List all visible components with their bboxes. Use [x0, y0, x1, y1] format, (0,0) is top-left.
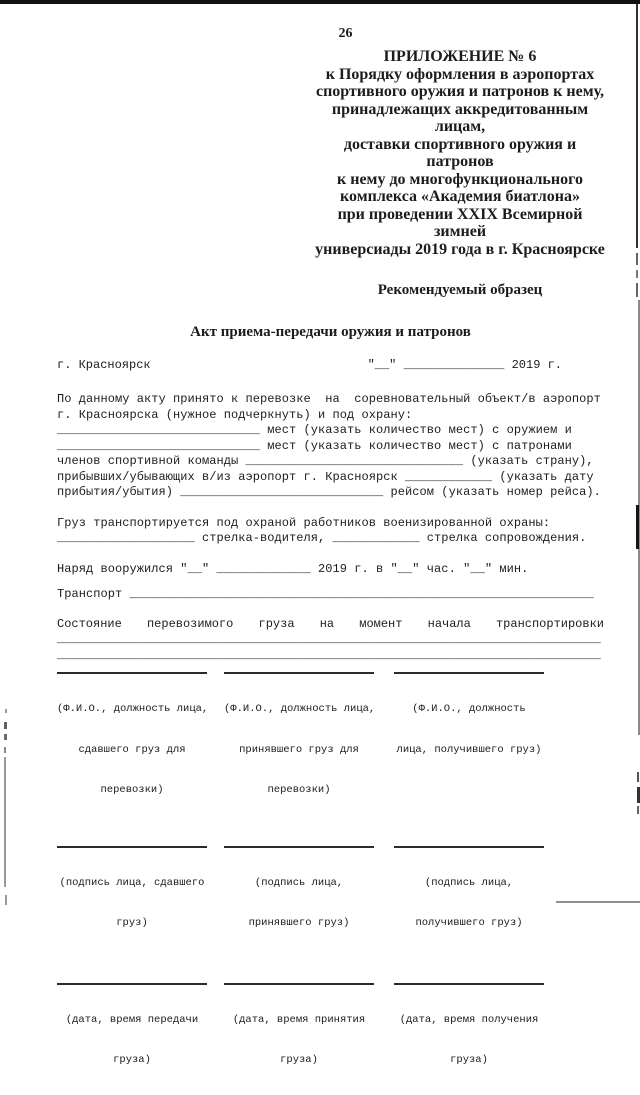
- table-cell-signature-accepter: [224, 846, 374, 958]
- signature-row-dates: [57, 983, 604, 1095]
- appendix-line: комплекса «Академия биатлона»: [340, 188, 580, 205]
- cell-caption-line: груза): [280, 1054, 318, 1066]
- table-cell-date-receipt: [394, 983, 544, 1095]
- fill-in-line: членов спортивной команды ______________________________ (указать страну),: [57, 454, 594, 468]
- date-blank: "__" ______________ 2019 г.: [367, 358, 562, 372]
- paragraph-cargo-condition: [57, 617, 604, 664]
- cell-caption-line: (дата, время передачи: [65, 1013, 199, 1026]
- fill-in-line: ____________________________ мест (указать количество мест) с патронами: [57, 438, 572, 453]
- cell-caption-line: сдавшего груз для: [78, 743, 186, 756]
- table-cell-fio-receiver: [394, 672, 544, 825]
- body-line: г. Красноярска (нужное подчеркнуть) и под охрану:: [57, 407, 413, 422]
- appendix-line: принадлежащих аккредитованным лицам,: [331, 100, 589, 135]
- place-date-row: [57, 358, 604, 373]
- document-title: Акт приема-передачи оружия и патронов: [190, 324, 471, 340]
- paragraph-armed: [57, 562, 604, 578]
- appendix-line: универсиады 2019 года в г. Красноярске: [315, 240, 605, 258]
- signature-row-signatures: [57, 846, 604, 958]
- cell-caption-line: (Ф.И.О., должность лица,: [57, 703, 209, 715]
- appendix-line: к нему до многофункционального: [337, 170, 583, 188]
- document-body: [57, 392, 604, 1095]
- cell-caption-line: (подпись лица,: [424, 876, 514, 889]
- blank-rule: ___________________________________________________________________________: [57, 647, 601, 662]
- table-cell-fio-sender: [57, 672, 207, 825]
- cell-caption-line: груза): [113, 1054, 151, 1066]
- table-cell-date-transfer: [57, 983, 207, 1095]
- blank-rule: ___________________________________________________________________________: [57, 632, 601, 646]
- table-cell-date-acceptance: [224, 983, 374, 1095]
- appendix-line: ПРИЛОЖЕНИЕ № 6: [383, 48, 537, 65]
- cell-caption-line: (подпись лица,: [254, 876, 344, 889]
- place-label: г. Красноярск: [57, 358, 151, 372]
- paragraph-acceptance: [57, 392, 604, 501]
- appendix-line: доставки спортивного оружия и патронов: [343, 135, 577, 170]
- fill-in-line: ___________________ стрелка-водителя, ____________ стрелка сопровождения.: [57, 531, 587, 545]
- signature-row-names: [57, 672, 604, 825]
- page-number: 26: [338, 26, 353, 41]
- fill-in-line: Наряд вооружился "__" _____________ 2019 г. в "__" час. "__" мин.: [57, 561, 529, 576]
- cell-caption-line: лица, получившего груз): [396, 743, 542, 756]
- cell-caption-line: перевозки): [267, 784, 331, 796]
- cell-caption-line: груз): [116, 917, 148, 929]
- transport-line: Транспорт ________________________________________________________________: [57, 587, 594, 601]
- recommended-sample-label: Рекомендуемый образец: [377, 282, 543, 298]
- cell-caption-line: получившего груз): [415, 917, 523, 929]
- appendix-line: спортивного оружия и патронов к нему,: [315, 83, 605, 100]
- fill-in-line: ____________________________ мест (указать количество мест) с оружием и: [57, 423, 572, 437]
- paragraph-transport: [57, 587, 604, 603]
- cell-caption-line: (дата, время принятия: [232, 1013, 366, 1026]
- cell-caption-line: принявшего груз): [248, 917, 350, 929]
- cell-caption-line: (подпись лица, сдавшего: [59, 876, 205, 889]
- fill-in-line: прибытия/убытия) ____________________________ рейсом (указать номер рейса).: [57, 485, 601, 499]
- table-cell-fio-accepter: [224, 672, 374, 825]
- appendix-line: при проведении XXIX Всемирной зимней: [337, 205, 583, 240]
- condition-line: Состояние перевозимого груза на момент начала транспортировки: [57, 616, 604, 631]
- signature-table: [57, 672, 604, 1095]
- appendix-line: к Порядку оформления в аэропортах: [325, 65, 595, 83]
- body-line: По данному акту принято к перевозке на соревновательный объект/в аэропорт: [57, 392, 601, 406]
- paragraph-guard: [57, 516, 604, 547]
- appendix-header: [310, 48, 610, 258]
- cell-caption-line: (дата, время получения: [399, 1013, 539, 1026]
- cell-caption-line: принявшего груз для: [239, 743, 359, 756]
- body-line: Груз транспортируется под охраной работников военизированной охраны:: [57, 515, 551, 530]
- table-cell-signature-sender: [57, 846, 207, 958]
- cell-caption-line: перевозки): [100, 784, 164, 796]
- table-cell-signature-receiver: [394, 846, 544, 958]
- cell-caption-line: груза): [450, 1054, 488, 1066]
- cell-caption-line: (Ф.И.О., должность: [412, 703, 526, 715]
- cell-caption-line: (Ф.И.О., должность лица,: [224, 703, 376, 715]
- fill-in-line: прибывших/убывающих в/из аэропорт г. Красноярск ____________ (указать дату: [57, 469, 594, 484]
